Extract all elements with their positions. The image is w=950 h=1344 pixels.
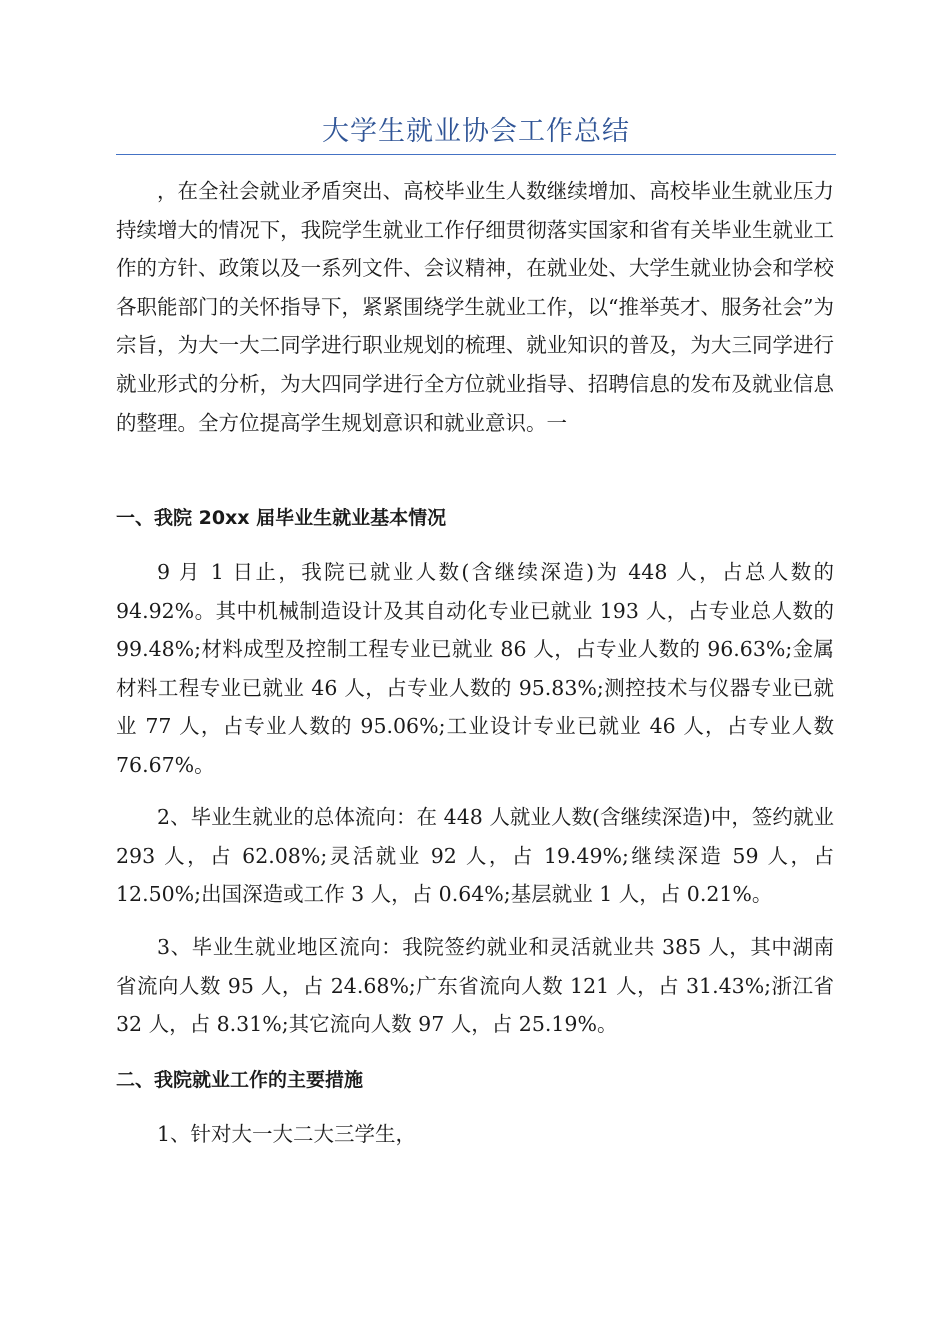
section-1-paragraph-2: 2、毕业生就业的总体流向：在 448 人就业人数(含继续深造)中，签约就业 293 人，占 62.08%;灵活就业 92 人，占 19.49%;继续深造 59 人，占 12.50%;出国深造或工作 3 人，占 0.64%;基层就业 1 人，占 0.21%。 [116, 805, 834, 907]
section-1-heading: 一、我院 20xx 届毕业生就业基本情况 [116, 507, 447, 529]
document-title: 大学生就业协会工作总结 [322, 116, 630, 147]
section-2-heading: 二、我院就业工作的主要措施 [116, 1069, 364, 1091]
title-underline [116, 154, 836, 155]
section-1-paragraph-3: 3、毕业生就业地区流向：我院签约就业和灵活就业共 385 人，其中湖南省流向人数 95 人，占 24.68%;广东省流向人数 121 人，占 31.43%;浙江省 32 人，占 8.31%;其它流向人数 97 人，占 25.19%。 [116, 935, 834, 1037]
intro-paragraph: ，在全社会就业矛盾突出、高校毕业生人数继续增加、高校毕业生就业压力持续增大的情况下，我院学生就业工作仔细贯彻落实国家和省有关毕业生就业工作的方针、政策以及一系列文件、会议精神，在就业处、大学生就业协会和学校各职能部门的关怀指导下，紧紧围绕学生就业工作，以“推举英才、服务社会”为宗旨，为大一大二同学进行职业规划的梳理、就业知识的普及，为大三同学进行就业形式的分析，为大四同学进行全方位就业指导、招聘信息的发布及就业信息的整理。全方位提高学生规划意识和就业意识。一 [116, 179, 834, 435]
section-2-paragraph-1: 1、针对大一大二大三学生， [157, 1122, 417, 1146]
section-1-paragraph-1: 9 月 1 日止，我院已就业人数(含继续深造)为 448 人，占总人数的 94.92%。其中机械制造设计及其自动化专业已就业 193 人，占专业总人数的 99.48%;材料成型及控制工程专业已就业 86 人，占专业人数的 96.63%;金属材料工程专业已就业 46 人，占专业人数的 95.83%;测控技术与仪器专业已就业 77 人，占专业人数的 95.06%;工业设计专业已就业 46 人，占专业人数 76.67%。 [116, 560, 834, 777]
